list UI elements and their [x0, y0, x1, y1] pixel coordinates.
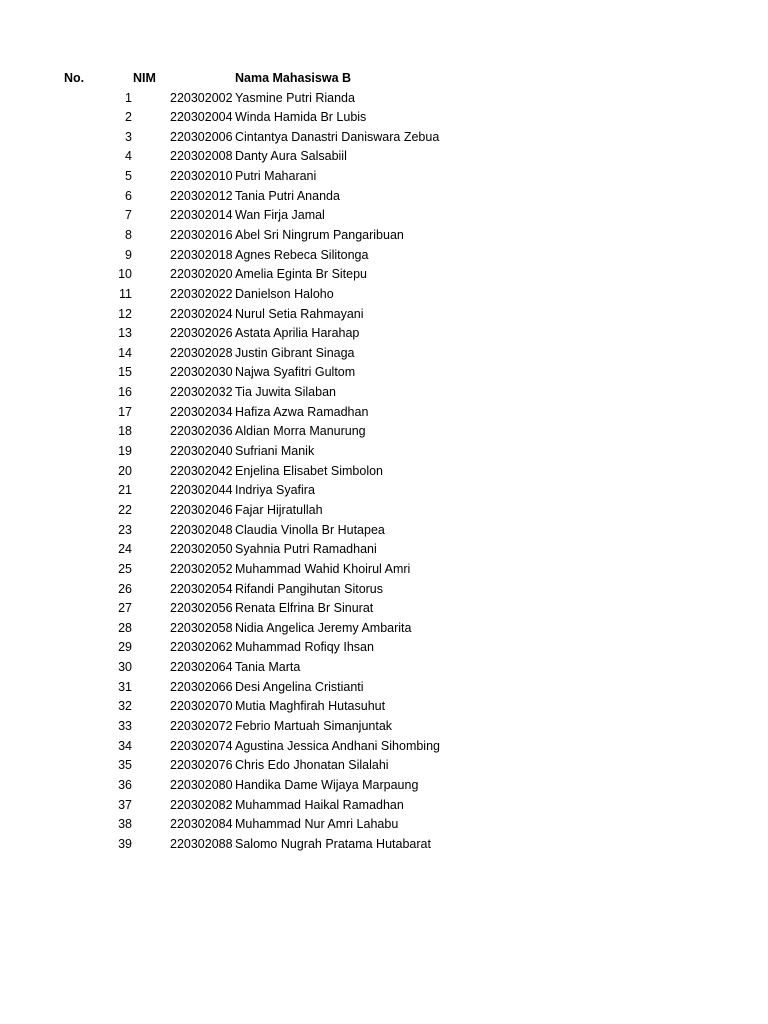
student-name: Tania Putri Ananda [235, 188, 340, 203]
table-row [0, 796, 768, 816]
row-number: 12 [118, 306, 132, 321]
student-name: Nidia Angelica Jeremy Ambarita [235, 620, 412, 635]
table-row [0, 835, 768, 855]
student-name: Agnes Rebeca Silitonga [235, 247, 369, 262]
row-number: 18 [118, 424, 132, 439]
student-nim: 220302012 [170, 188, 233, 203]
student-nim: 220302064 [170, 660, 233, 675]
column-header-no: No. [64, 71, 85, 85]
student-name: Tia Juwita Silaban [235, 385, 336, 400]
student-nim: 220302046 [170, 502, 233, 517]
table-row [0, 815, 768, 835]
student-nim: 220302004 [170, 110, 233, 125]
student-nim: 220302002 [170, 90, 233, 105]
row-number: 11 [119, 286, 132, 301]
student-nim: 220302072 [170, 719, 233, 733]
table-row [0, 481, 768, 501]
student-nim: 220302026 [170, 326, 233, 341]
row-number: 28 [118, 620, 132, 635]
student-nim: 220302028 [170, 345, 233, 360]
table-row [0, 501, 768, 521]
student-nim: 220302010 [170, 169, 233, 184]
student-name: Putri Maharani [235, 169, 317, 184]
table-row [0, 108, 768, 128]
student-name: Abel Sri Ningrum Pangaribuan [235, 227, 404, 242]
table-row [0, 560, 768, 580]
student-name: Desi Angelina Cristianti [235, 679, 364, 694]
row-number: 9 [125, 247, 132, 262]
table-row [0, 678, 768, 698]
student-nim: 220302032 [170, 385, 233, 400]
student-name: Syahnia Putri Ramadhani [235, 542, 377, 557]
table-row [0, 619, 768, 639]
student-nim: 220302070 [170, 699, 233, 714]
student-name: Febrio Martuah Simanjuntak [235, 719, 393, 733]
row-number: 1 [125, 90, 132, 105]
student-name: Winda Hamida Br Lubis [235, 110, 367, 125]
row-number: 21 [118, 483, 132, 498]
student-nim: 220302048 [170, 522, 233, 537]
student-name: Muhammad Nur Amri Lahabu [235, 817, 399, 832]
table-row [0, 344, 768, 364]
row-number: 16 [118, 385, 132, 400]
student-name: Agustina Jessica Andhani Sihombing [235, 738, 440, 753]
row-number: 32 [118, 699, 132, 714]
column-header-nim: NIM [133, 71, 156, 85]
table-row [0, 697, 768, 717]
table-row [0, 580, 768, 600]
row-number: 23 [118, 522, 132, 537]
student-nim: 220302084 [170, 817, 233, 832]
student-name: Hafiza Azwa Ramadhan [235, 404, 369, 419]
row-number: 36 [118, 777, 132, 792]
table-row [0, 305, 768, 325]
student-name: Enjelina Elisabet Simbolon [235, 463, 384, 478]
table-row [0, 226, 768, 246]
row-number: 39 [118, 836, 132, 851]
student-nim: 220302006 [170, 129, 233, 144]
student-nim: 220302036 [170, 424, 233, 439]
student-name: Muhammad Rofiqy Ihsan [235, 640, 374, 655]
student-nim: 220302016 [170, 227, 233, 242]
row-number: 14 [118, 345, 132, 360]
student-nim: 220302022 [170, 286, 233, 301]
student-name: Danielson Haloho [235, 286, 334, 301]
student-name: Aldian Morra Manurung [235, 424, 366, 439]
student-name: Cintantya Danastri Daniswara Zebua [235, 129, 440, 144]
table-row [0, 599, 768, 619]
table-row [0, 737, 768, 757]
student-name: Amelia Eginta Br Sitepu [235, 267, 368, 282]
student-name: Renata Elfrina Br Sinurat [235, 601, 374, 616]
student-name: Indriya Syafira [235, 483, 315, 498]
student-name: Sufriani Manik [235, 444, 315, 459]
student-name: Najwa Syafitri Gultom [235, 365, 356, 380]
student-name: Wan Firja Jamal [235, 208, 325, 223]
row-number: 19 [118, 444, 132, 459]
table-row [0, 324, 768, 344]
table-row [0, 363, 768, 383]
table-row [0, 462, 768, 482]
row-number: 3 [125, 129, 132, 144]
student-nim: 220302044 [170, 483, 233, 498]
row-number: 25 [118, 561, 132, 576]
student-nim: 220302088 [170, 836, 233, 851]
student-nim: 220302034 [170, 404, 233, 419]
row-number: 33 [118, 719, 132, 733]
row-number: 8 [125, 227, 132, 242]
student-nim: 220302074 [170, 738, 233, 753]
table-row [0, 638, 768, 658]
row-number: 20 [118, 463, 132, 478]
student-name: Danty Aura Salsabiil [235, 149, 347, 164]
student-nim: 220302058 [170, 620, 233, 635]
student-name: Chris Edo Jhonatan Silalahi [235, 758, 389, 773]
row-number: 31 [118, 679, 132, 694]
row-number: 15 [118, 365, 132, 380]
student-nim: 220302056 [170, 601, 233, 616]
row-number: 6 [125, 188, 132, 203]
student-nim: 220302024 [170, 306, 233, 321]
row-number: 34 [118, 738, 132, 753]
row-number: 7 [125, 208, 132, 223]
table-row [0, 540, 768, 560]
student-name: Rifandi Pangihutan Sitorus [235, 581, 384, 596]
row-number: 30 [118, 660, 132, 675]
table-row [0, 658, 768, 678]
student-name: Muhammad Haikal Ramadhan [235, 797, 404, 812]
student-name: Nurul Setia Rahmayani [235, 306, 364, 321]
student-nim: 220302030 [170, 365, 233, 380]
student-nim: 220302080 [170, 777, 233, 792]
student-name: Justin Gibrant Sinaga [235, 345, 355, 360]
student-nim: 220302052 [170, 561, 233, 576]
table-row [0, 187, 768, 207]
student-name: Mutia Maghfirah Hutasuhut [235, 699, 386, 714]
student-name: Tania Marta [235, 660, 301, 675]
table-body [0, 89, 768, 855]
student-name: Yasmine Putri Rianda [235, 90, 355, 105]
student-name: Handika Dame Wijaya Marpaung [235, 777, 419, 792]
student-name: Fajar Hijratullah [235, 502, 323, 517]
table-row [0, 521, 768, 541]
row-number: 2 [125, 110, 132, 125]
table-row [0, 756, 768, 776]
table-row [0, 403, 768, 423]
student-nim: 220302050 [170, 542, 233, 557]
student-nim: 220302066 [170, 679, 233, 694]
table-row [0, 265, 768, 285]
table-header-row [0, 70, 768, 87]
row-number: 4 [125, 149, 132, 164]
row-number: 10 [118, 267, 132, 282]
student-nim: 220302054 [170, 581, 233, 596]
table-row [0, 383, 768, 403]
table-row [0, 442, 768, 462]
row-number: 5 [125, 169, 132, 184]
row-number: 35 [118, 758, 132, 773]
student-nim: 220302018 [170, 247, 233, 262]
student-nim: 220302076 [170, 758, 233, 773]
table-row [0, 128, 768, 148]
table-row [0, 246, 768, 266]
student-nim: 220302014 [170, 208, 233, 223]
table-row [0, 717, 768, 737]
row-number: 24 [118, 542, 132, 557]
table-row [0, 285, 768, 305]
table-row [0, 776, 768, 796]
row-number: 13 [118, 326, 132, 341]
student-name: Astata Aprilia Harahap [235, 326, 360, 341]
table-row [0, 89, 768, 109]
student-nim: 220302082 [170, 797, 233, 812]
student-name: Claudia Vinolla Br Hutapea [235, 522, 385, 537]
column-header-name: Nama Mahasiswa B [235, 71, 352, 85]
row-number: 26 [118, 581, 132, 596]
table-row [0, 147, 768, 167]
student-nim: 220302062 [170, 640, 233, 655]
table-row [0, 167, 768, 187]
student-nim: 220302040 [170, 444, 233, 459]
row-number: 38 [118, 817, 132, 832]
row-number: 22 [118, 502, 132, 517]
row-number: 37 [118, 797, 132, 812]
student-nim: 220302020 [170, 267, 233, 282]
student-name: Muhammad Wahid Khoirul Amri [235, 561, 411, 576]
row-number: 17 [118, 404, 132, 419]
student-nim: 220302042 [170, 463, 233, 478]
student-name: Salomo Nugrah Pratama Hutabarat [235, 836, 431, 851]
table-row [0, 206, 768, 226]
row-number: 29 [118, 640, 132, 655]
row-number: 27 [118, 601, 132, 616]
table-row [0, 422, 768, 442]
student-list-table [0, 70, 768, 854]
student-nim: 220302008 [170, 149, 233, 164]
